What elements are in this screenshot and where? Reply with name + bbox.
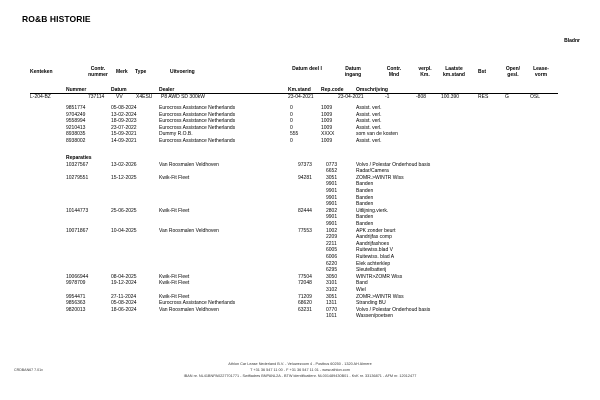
vehicle-laatste-km: 100.390: [441, 94, 460, 100]
col-nummer: Nummer: [66, 87, 87, 93]
repair-description: Banden: [356, 220, 374, 227]
repair-nummer: 10327567: [66, 161, 89, 168]
repair-description: Band: [356, 280, 368, 287]
repair-dealer: Kwik-Fit Fleet: [159, 174, 190, 181]
repair-km: 97373: [298, 161, 312, 168]
repair-description: ZOMR.>WINTR Wiss: [356, 293, 404, 300]
col-contract: Contr. nummer: [88, 66, 108, 78]
repair-description: Banden: [356, 187, 374, 194]
row-nummer: 9558994: [66, 118, 86, 125]
repair-code: 2802: [326, 207, 338, 214]
col-contr-mnd: Contr. Mnd: [386, 66, 402, 78]
repair-description: Banden: [356, 201, 374, 208]
row-km: 555: [290, 131, 299, 138]
repair-code: 2211: [326, 240, 337, 247]
section-reparaties: Reparaties: [66, 155, 92, 161]
repair-code: 9901: [326, 220, 338, 227]
row-datum: 15-09-2021: [111, 131, 137, 138]
footer-registration: IBAN nr. NL41BNPA0227701771 - Swiftadres BNPANL2A - BTW identificatienr. NL001489430B01 - KvK nr. 33136871 - AFM nr. 12012477: [183, 374, 417, 378]
repair-description: Ruitewiss.blad V: [356, 247, 393, 254]
vehicle-merk: VV: [116, 94, 123, 100]
vehicle-datum-ingang: 23-04-2021: [338, 94, 364, 100]
row-nummer: 8938035: [66, 131, 86, 138]
repair-nummer: 10071867: [66, 227, 89, 234]
col-verpl-km: verpl. Km.: [418, 66, 432, 78]
repair-code: 6295: [326, 267, 338, 274]
vehicle-verpl-km: -808: [416, 94, 427, 100]
repair-description: Volvo / Polestar Onderhoud basis: [356, 306, 431, 313]
vehicle-type: X4ESU: [136, 94, 153, 100]
repair-nummer: 9978709: [66, 280, 86, 287]
row-dealer: Eurocross Assistance Netherlands: [159, 118, 236, 125]
repair-description: ZOMR.>WINTR Wiss: [356, 174, 404, 181]
vehicle-datum-deel: 23-04-2021: [288, 94, 314, 100]
row-nummer: 8938002: [66, 138, 86, 144]
col-lease-vorm: Lease- vorm: [533, 66, 549, 78]
row-km: 0: [290, 118, 293, 125]
repair-code: 9901: [326, 214, 338, 221]
col-datum-deel: Datum deel I: [292, 66, 322, 72]
row-code: 1009: [321, 124, 333, 131]
repair-km: 77504: [298, 273, 312, 280]
col-bst: Bst: [478, 69, 487, 75]
repair-description: WINTR>ZOMR Wiss: [356, 273, 403, 280]
repair-nummer: 10144773: [66, 207, 89, 214]
repair-nummer: 9954471: [66, 293, 86, 300]
col-repcode: Rep.code: [321, 87, 344, 93]
row-datum: 18-09-2023: [111, 118, 137, 125]
repair-datum: 18-06-2024: [111, 306, 137, 313]
repair-code: 6652: [326, 168, 338, 175]
repair-km: 63231: [298, 306, 312, 313]
repair-description: Wiel: [356, 286, 366, 293]
repair-nummer: 9856363: [66, 300, 86, 307]
repair-datum: 13-02-2026: [111, 161, 137, 168]
repair-code: 0773: [326, 161, 338, 168]
repair-code: 6005: [326, 247, 338, 254]
repair-dealer: Van Roosmalen Veldhoven: [159, 227, 219, 234]
row-dealer: Eurocross Assistance Netherlands: [159, 105, 236, 111]
repair-code: 3051: [326, 293, 338, 300]
col-kenteken: Kenteken: [30, 69, 53, 75]
row-omschr: Assist. verl.: [356, 124, 382, 131]
row-code: 1009: [321, 138, 333, 144]
repair-code: 3102: [326, 286, 338, 293]
repair-km: 71209: [298, 293, 312, 300]
row-code: 1009: [321, 118, 333, 125]
row-omschr: Assist. verl.: [356, 105, 382, 111]
repair-code: 9901: [326, 181, 338, 188]
repair-km: 94281: [298, 174, 312, 181]
row-dealer: Eurocross Assistance Netherlands: [159, 124, 236, 131]
row-km: 0: [290, 124, 293, 131]
repair-code: 6220: [326, 260, 338, 267]
repair-km: 77553: [298, 227, 312, 234]
repair-nummer: 10279551: [66, 174, 89, 181]
repair-description: Aandrijfashoes: [356, 240, 390, 247]
repair-datum: 25-06-2025: [111, 207, 137, 214]
repair-dealer: Kwik-Fit Fleet: [159, 273, 190, 280]
repair-description: Volvo / Polestar Onderhoud basis: [356, 161, 431, 168]
row-datum: 13-02-2024: [111, 111, 137, 118]
vehicle-open-gesl: G: [505, 94, 509, 100]
repair-code: 1311: [326, 300, 337, 307]
repair-description: Banden: [356, 181, 374, 188]
repair-datum: 15-12-2025: [111, 174, 137, 181]
repair-nummer: 9820013: [66, 306, 86, 313]
repair-description: Wassen/poetsen: [356, 313, 394, 320]
repair-km: 72048: [298, 280, 312, 287]
row-nummer: 9851774: [66, 105, 86, 111]
row-omschr: Assist. verl.: [356, 111, 382, 118]
row-datum: 14-09-2021: [111, 138, 137, 144]
vehicle-contract: 737114: [88, 94, 105, 100]
repair-datum: 08-04-2025: [111, 273, 137, 280]
row-omschr: som van de kosten: [356, 131, 398, 138]
col-dealer: Dealer: [159, 87, 175, 93]
repair-code: 3051: [326, 174, 338, 181]
row-km: 0: [290, 111, 293, 118]
col-uitvoering: Uitvoering: [170, 69, 195, 75]
repair-dealer: Kwik-Fit Fleet: [159, 280, 190, 287]
footer-address: Athlon Car Lease Nederland B.V. - Veluwezoom 4 - Postbus 60250 - 1320 AH Almere: [228, 362, 372, 366]
repair-description: Uitlijning.vierk.: [356, 207, 389, 214]
repair-code: 3050: [326, 273, 338, 280]
repair-datum: 27-11-2024: [111, 293, 137, 300]
repair-code: 1011: [326, 313, 337, 320]
row-omschr: Assist. verl.: [356, 118, 382, 125]
repair-description: Elek achterklep: [356, 260, 391, 267]
col-merk: Merk: [116, 69, 128, 75]
repair-datum: 19-12-2024: [111, 280, 137, 287]
row-dealer: Dummy R.O.B.: [159, 131, 193, 138]
repair-description: APK zonder beurt: [356, 227, 396, 234]
form-code: CRDBAN67 7.01v: [14, 368, 43, 372]
repair-dealer: Eurocross Assistance Netherlands: [159, 300, 236, 307]
col-laatste-km: Laatste km.stand: [443, 66, 465, 78]
col-kmstand: Km.stand: [288, 87, 311, 93]
page-number-label: Bladnr: [564, 38, 580, 44]
repair-description: Banden: [356, 214, 374, 221]
repair-description: Ruitewiss. blad A: [356, 253, 395, 260]
repair-description: Radar/Camera: [356, 168, 389, 175]
row-dealer: Eurocross Assistance Netherlands: [159, 111, 236, 118]
repair-code: 9901: [326, 201, 338, 208]
repair-datum: 05-08-2024: [111, 300, 137, 307]
col-datum: Datum: [111, 87, 127, 93]
repair-description: Banden: [356, 194, 374, 201]
row-km: 0: [290, 138, 293, 144]
vehicle-bst: RES: [478, 94, 489, 100]
col-open-gesl: Open/ gesl.: [505, 66, 521, 78]
repair-dealer: Kwik-Fit Fleet: [159, 293, 190, 300]
row-km: 0: [290, 105, 293, 111]
vehicle-contr-mnd: -1: [385, 94, 390, 100]
repair-dealer: Van Roosmalen Veldhoven: [159, 306, 219, 313]
repair-code: 1002: [326, 227, 338, 234]
repair-datum: 10-04-2025: [111, 227, 137, 234]
repair-km: 82444: [298, 207, 312, 214]
row-code: XXXX: [321, 131, 335, 138]
repair-dealer: Kwik-Fit Fleet: [159, 207, 190, 214]
col-type: Type: [135, 69, 147, 75]
footer-contact: T +31 36 547 11 00 - F +31 36 547 11 01 - www.athlon.com: [250, 368, 350, 372]
repair-nummer: 10066944: [66, 273, 89, 280]
vehicle-lease-vorm: OSL: [530, 94, 541, 100]
col-datum-ingang: Datum ingang: [344, 66, 362, 78]
repair-code: 3101: [326, 280, 338, 287]
repair-description: Sleutelbatterij: [356, 267, 387, 274]
row-omschr: Assist. verl.: [356, 138, 382, 144]
row-datum: 23-07-2022: [111, 124, 137, 131]
row-datum: 05-08-2024: [111, 105, 137, 111]
repair-km: 68620: [298, 300, 312, 307]
row-nummer: 9704249: [66, 111, 86, 118]
repair-description: Aandrijfas comp: [356, 234, 392, 241]
repair-code: 2209: [326, 234, 338, 241]
row-code: 1009: [321, 105, 333, 111]
row-dealer: Eurocross Assistance Netherlands: [159, 138, 236, 144]
repair-description: Stranding BU: [356, 300, 386, 307]
repair-code: 9901: [326, 194, 338, 201]
row-code: 1009: [321, 111, 333, 118]
repair-code: 9901: [326, 187, 338, 194]
vehicle-uitvoering: P8 AWD SD 300kW: [161, 94, 205, 100]
page-title: RO&B HISTORIE: [22, 14, 91, 24]
vehicle-kenteken: L-204-BZ: [30, 94, 51, 100]
col-omschrijving: Omschrijving: [356, 87, 388, 93]
row-nummer: 9210413: [66, 124, 86, 131]
repair-dealer: Van Roosmalen Veldhoven: [159, 161, 219, 168]
repair-code: 6006: [326, 253, 338, 260]
repair-code: 0770: [326, 306, 338, 313]
